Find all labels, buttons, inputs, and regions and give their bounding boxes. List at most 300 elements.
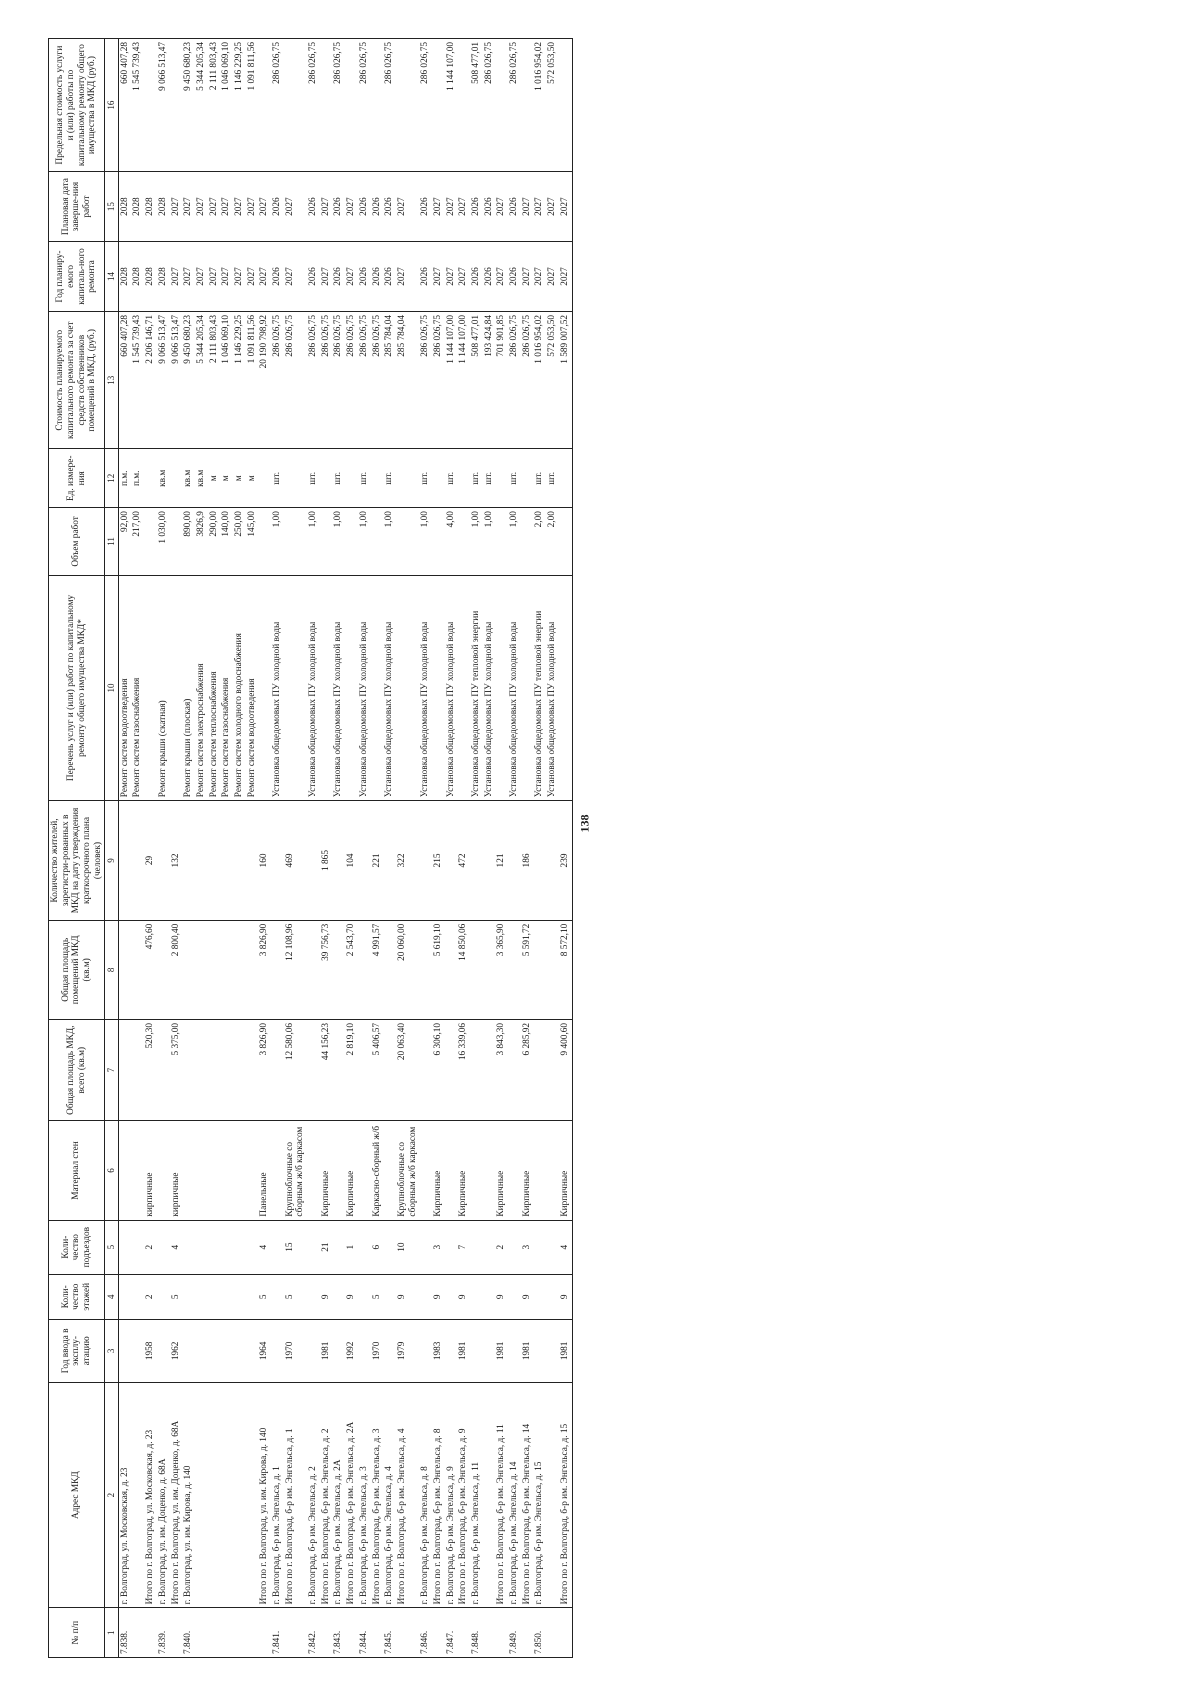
total-area-cell: 20 063,40 — [396, 1019, 419, 1120]
residents-cell — [195, 801, 208, 921]
wall-material-cell — [332, 1121, 345, 1220]
table-row — [157, 39, 170, 1658]
entrances-cell: 1 — [345, 1220, 358, 1274]
column-header-5: Коли-чество подъездов — [49, 1220, 105, 1274]
row-number-cell — [559, 1608, 572, 1658]
total-area-cell — [271, 1019, 284, 1120]
repair-year-cell: 2027 — [345, 242, 358, 312]
repair-year-cell: 2027 — [208, 242, 221, 312]
wall-material-cell: кирпичные — [144, 1121, 157, 1220]
table-row — [144, 39, 157, 1658]
address-cell: г. Волгоград, б-р им. Энгельса, д. 11 — [470, 1382, 483, 1607]
residents-cell: 104 — [345, 801, 358, 921]
row-number-cell — [546, 1608, 559, 1658]
completion-date-cell: 2027 — [208, 172, 221, 242]
total-area-cell: 520,30 — [144, 1019, 157, 1120]
column-number-3: 3 — [105, 1319, 118, 1382]
work-type-cell: Установка общедомовых ПУ холодной воды — [358, 575, 371, 800]
address-cell: г. Волгоград, б-р им. Энгельса, д. 1 — [271, 1382, 284, 1607]
total-area-cell — [445, 1019, 458, 1120]
wall-material-cell — [383, 1121, 396, 1220]
premises-area-cell — [246, 920, 259, 1019]
entrances-cell — [332, 1220, 345, 1274]
year-built-cell: 1981 — [521, 1319, 534, 1382]
floors-cell: 5 — [371, 1274, 384, 1319]
entrances-cell — [383, 1220, 396, 1274]
column-header-3: Год ввода в эксплу-атацию — [49, 1319, 105, 1382]
total-area-cell — [157, 1019, 170, 1120]
max-cost-cell: 1 146 229,25 — [233, 39, 246, 172]
floors-cell — [332, 1274, 345, 1319]
premises-area-cell: 5 591,72 — [521, 920, 534, 1019]
work-type-cell: Ремонт систем теплоснабжения — [208, 575, 221, 800]
year-built-cell: 1981 — [495, 1319, 508, 1382]
unit-cell: шт. — [271, 449, 284, 508]
premises-area-cell: 39 756,73 — [320, 920, 333, 1019]
work-type-cell: Установка общедомовых ПУ холодной воды — [332, 575, 345, 800]
row-number-cell: 7.844. — [358, 1608, 371, 1658]
planned-cost-cell: 20 190 798,92 — [258, 311, 271, 449]
year-built-cell — [533, 1319, 546, 1382]
floors-cell — [383, 1274, 396, 1319]
planned-cost-cell: 286 026,75 — [345, 311, 358, 449]
work-type-cell: Ремонт систем электроснабжения — [195, 575, 208, 800]
total-area-cell: 44 156,23 — [320, 1019, 333, 1120]
table-row — [533, 39, 546, 1658]
table-row — [396, 39, 419, 1658]
table-row — [419, 39, 432, 1658]
wall-material-cell — [419, 1121, 432, 1220]
max-cost-cell: 286 026,75 — [307, 39, 320, 172]
work-volume-cell: 1,00 — [271, 508, 284, 576]
year-built-cell: 1983 — [432, 1319, 445, 1382]
wall-material-cell — [271, 1121, 284, 1220]
max-cost-cell: 286 026,75 — [508, 39, 521, 172]
residents-cell — [470, 801, 483, 921]
table-row — [470, 39, 483, 1658]
floors-cell — [233, 1274, 246, 1319]
total-area-cell — [307, 1019, 320, 1120]
wall-material-cell: Кирпичные — [457, 1121, 470, 1220]
planned-cost-cell: 286 026,75 — [432, 311, 445, 449]
address-cell — [220, 1382, 233, 1607]
work-volume-cell — [559, 508, 572, 576]
row-number-cell: 7.840. — [182, 1608, 195, 1658]
entrances-cell: 4 — [170, 1220, 183, 1274]
table-row — [307, 39, 320, 1658]
year-built-cell — [307, 1319, 320, 1382]
max-cost-cell: 1 545 739,43 — [131, 39, 144, 172]
wall-material-cell: Панельные — [258, 1121, 271, 1220]
completion-date-cell: 2027 — [195, 172, 208, 242]
wall-material-cell — [307, 1121, 320, 1220]
wall-material-cell: Кирпичные — [495, 1121, 508, 1220]
residents-cell: 469 — [284, 801, 307, 921]
planned-cost-cell: 1 146 229,25 — [233, 311, 246, 449]
table-row — [170, 39, 183, 1658]
completion-date-cell: 2026 — [508, 172, 521, 242]
work-volume-cell: 4,00 — [445, 508, 458, 576]
entrances-cell — [271, 1220, 284, 1274]
entrances-cell — [233, 1220, 246, 1274]
table-row — [118, 39, 131, 1658]
floors-cell: 5 — [170, 1274, 183, 1319]
max-cost-cell — [396, 39, 419, 172]
table-row — [220, 39, 233, 1658]
wall-material-cell — [546, 1121, 559, 1220]
floors-cell — [271, 1274, 284, 1319]
total-area-cell: 6 285,92 — [521, 1019, 534, 1120]
residents-cell: 121 — [495, 801, 508, 921]
planned-cost-cell: 1 091 811,56 — [246, 311, 259, 449]
work-volume-cell: 1,00 — [483, 508, 496, 576]
planned-cost-cell: 286 026,75 — [284, 311, 307, 449]
table-row — [332, 39, 345, 1658]
work-volume-cell: 2,00 — [533, 508, 546, 576]
address-cell: г. Волгоград, ул. им. Доценко, д. 68А — [157, 1382, 170, 1607]
work-type-cell: Ремонт крыши (плоская) — [182, 575, 195, 800]
column-number-5: 5 — [105, 1220, 118, 1274]
floors-cell — [246, 1274, 259, 1319]
floors-cell: 9 — [320, 1274, 333, 1319]
completion-date-cell: 2026 — [419, 172, 432, 242]
column-header-10: Перечень услуг и (или) работ по капитальному ремонту общего имущества МКД* — [49, 575, 105, 800]
row-number-cell: 7.838. — [118, 1608, 131, 1658]
residents-cell — [157, 801, 170, 921]
repair-year-cell: 2027 — [396, 242, 419, 312]
column-number-10: 10 — [105, 575, 118, 800]
completion-date-cell: 2026 — [470, 172, 483, 242]
address-cell: г. Волгоград, б-р им. Энгельса, д. 15 — [533, 1382, 546, 1607]
column-number-6: 6 — [105, 1121, 118, 1220]
wall-material-cell — [470, 1121, 483, 1220]
completion-date-cell: 2027 — [396, 172, 419, 242]
address-cell — [131, 1382, 144, 1607]
completion-date-cell: 2026 — [483, 172, 496, 242]
floors-cell — [195, 1274, 208, 1319]
residents-cell: 322 — [396, 801, 419, 921]
floors-cell — [445, 1274, 458, 1319]
max-cost-cell — [284, 39, 307, 172]
residents-cell — [131, 801, 144, 921]
table-row — [483, 39, 496, 1658]
floors-cell: 9 — [521, 1274, 534, 1319]
address-cell — [195, 1382, 208, 1607]
work-type-cell: Ремонт крыши (скатная) — [157, 575, 170, 800]
year-built-cell — [233, 1319, 246, 1382]
row-number-cell: 7.841. — [271, 1608, 284, 1658]
planned-cost-cell: 286 026,75 — [371, 311, 384, 449]
residents-cell — [546, 801, 559, 921]
entrances-cell — [246, 1220, 259, 1274]
residents-cell — [419, 801, 432, 921]
residents-cell — [533, 801, 546, 921]
max-cost-cell: 286 026,75 — [358, 39, 371, 172]
work-volume-cell: 890,00 — [182, 508, 195, 576]
year-built-cell — [332, 1319, 345, 1382]
work-type-cell — [170, 575, 183, 800]
work-volume-cell: 1,00 — [470, 508, 483, 576]
column-header-11: Объем работ — [49, 508, 105, 576]
total-area-cell — [383, 1019, 396, 1120]
entrances-cell: 21 — [320, 1220, 333, 1274]
total-area-cell — [508, 1019, 521, 1120]
premises-area-cell: 14 850,06 — [457, 920, 470, 1019]
column-number-13: 13 — [105, 311, 118, 449]
work-volume-cell — [345, 508, 358, 576]
table-row — [182, 39, 195, 1658]
row-number-cell — [320, 1608, 333, 1658]
column-number-8: 8 — [105, 920, 118, 1019]
floors-cell — [546, 1274, 559, 1319]
planned-cost-cell: 286 026,75 — [320, 311, 333, 449]
row-number-cell — [495, 1608, 508, 1658]
floors-cell — [131, 1274, 144, 1319]
wall-material-cell — [246, 1121, 259, 1220]
premises-area-cell — [208, 920, 221, 1019]
entrances-cell — [182, 1220, 195, 1274]
row-number-cell — [432, 1608, 445, 1658]
planned-cost-cell: 701 901,85 — [495, 311, 508, 449]
completion-date-cell: 2028 — [157, 172, 170, 242]
year-built-cell — [195, 1319, 208, 1382]
repair-year-cell: 2027 — [258, 242, 271, 312]
entrances-cell: 2 — [144, 1220, 157, 1274]
total-area-cell — [470, 1019, 483, 1120]
work-volume-cell: 290,00 — [208, 508, 221, 576]
planned-cost-cell: 1 144 107,00 — [445, 311, 458, 449]
row-number-cell: 7.845. — [383, 1608, 396, 1658]
column-header-14: Год планиру-емого капиталь-ного ремонта — [49, 242, 105, 312]
row-number-cell — [208, 1608, 221, 1658]
column-number-12: 12 — [105, 449, 118, 508]
unit-cell — [144, 449, 157, 508]
total-area-cell: 5 375,00 — [170, 1019, 183, 1120]
column-header-6: Материал стен — [49, 1121, 105, 1220]
premises-area-cell — [445, 920, 458, 1019]
unit-cell: шт. — [483, 449, 496, 508]
entrances-cell: 6 — [371, 1220, 384, 1274]
table-row — [432, 39, 445, 1658]
row-number-cell: 7.839. — [157, 1608, 170, 1658]
work-volume-cell: 1,00 — [508, 508, 521, 576]
work-type-cell: Установка общедомовых ПУ холодной воды — [307, 575, 320, 800]
address-cell: г. Волгоград, б-р им. Энгельса, д. 4 — [383, 1382, 396, 1607]
planned-cost-cell: 286 026,75 — [271, 311, 284, 449]
work-type-cell: Ремонт систем газоснабжения — [220, 575, 233, 800]
year-built-cell — [131, 1319, 144, 1382]
residents-cell — [271, 801, 284, 921]
max-cost-cell — [371, 39, 384, 172]
entrances-cell — [470, 1220, 483, 1274]
unit-cell: п.м. — [131, 449, 144, 508]
work-type-cell: Ремонт систем водоотведения — [118, 575, 131, 800]
wall-material-cell — [483, 1121, 496, 1220]
premises-area-cell — [470, 920, 483, 1019]
residents-cell — [383, 801, 396, 921]
work-volume-cell — [144, 508, 157, 576]
address-cell: г. Волгоград, б-р им. Энгельса, д. 2 — [307, 1382, 320, 1607]
year-built-cell: 1981 — [457, 1319, 470, 1382]
total-area-cell — [118, 1019, 131, 1120]
work-volume-cell: 1 030,00 — [157, 508, 170, 576]
floors-cell: 9 — [432, 1274, 445, 1319]
work-volume-cell: 1,00 — [419, 508, 432, 576]
work-volume-cell: 217,00 — [131, 508, 144, 576]
address-cell: Итого по г. Волгоград, ул. им. Доценко, д. 68А — [170, 1382, 183, 1607]
planned-cost-cell: 660 407,28 — [118, 311, 131, 449]
repair-year-cell: 2027 — [246, 242, 259, 312]
entrances-cell: 2 — [495, 1220, 508, 1274]
unit-cell — [170, 449, 183, 508]
entrances-cell — [445, 1220, 458, 1274]
residents-cell — [508, 801, 521, 921]
entrances-cell: 4 — [559, 1220, 572, 1274]
column-header-1: № п/п — [49, 1608, 105, 1658]
unit-cell: кв.м — [195, 449, 208, 508]
unit-cell — [559, 449, 572, 508]
max-cost-cell: 9 450 680,23 — [182, 39, 195, 172]
work-volume-cell — [432, 508, 445, 576]
wall-material-cell: Кирпичные — [320, 1121, 333, 1220]
total-area-cell: 2 819,10 — [345, 1019, 358, 1120]
planned-cost-cell: 1 144 107,00 — [457, 311, 470, 449]
wall-material-cell: кирпичные — [170, 1121, 183, 1220]
premises-area-cell — [533, 920, 546, 1019]
wall-material-cell: Кирпичные — [559, 1121, 572, 1220]
completion-date-cell: 2026 — [332, 172, 345, 242]
planned-cost-cell: 285 784,04 — [383, 311, 396, 449]
entrances-cell: 4 — [258, 1220, 271, 1274]
column-header-7: Общая площадь МКД, всего (кв.м) — [49, 1019, 105, 1120]
year-built-cell — [546, 1319, 559, 1382]
entrances-cell: 15 — [284, 1220, 307, 1274]
repair-year-cell: 2027 — [284, 242, 307, 312]
repair-year-cell: 2026 — [332, 242, 345, 312]
address-cell: Итого по г. Волгоград, б-р им. Энгельса, д. 3 — [371, 1382, 384, 1607]
residents-cell: 472 — [457, 801, 470, 921]
address-cell — [246, 1382, 259, 1607]
address-cell: г. Волгоград, б-р им. Энгельса, д. 9 — [445, 1382, 458, 1607]
entrances-cell — [358, 1220, 371, 1274]
residents-cell — [182, 801, 195, 921]
total-area-cell — [195, 1019, 208, 1120]
floors-cell — [358, 1274, 371, 1319]
residents-cell: 186 — [521, 801, 534, 921]
row-number-cell — [284, 1608, 307, 1658]
total-area-cell — [483, 1019, 496, 1120]
unit-cell — [457, 449, 470, 508]
premises-area-cell: 5 619,10 — [432, 920, 445, 1019]
work-type-cell: Установка общедомовых ПУ холодной воды — [383, 575, 396, 800]
floors-cell — [508, 1274, 521, 1319]
work-volume-cell: 3826,9 — [195, 508, 208, 576]
wall-material-cell — [195, 1121, 208, 1220]
repair-year-cell: 2026 — [358, 242, 371, 312]
column-number-15: 15 — [105, 172, 118, 242]
residents-cell — [332, 801, 345, 921]
work-volume-cell — [457, 508, 470, 576]
floors-cell — [182, 1274, 195, 1319]
work-volume-cell — [320, 508, 333, 576]
entrances-cell — [483, 1220, 496, 1274]
total-area-cell: 5 406,57 — [371, 1019, 384, 1120]
residents-cell: 29 — [144, 801, 157, 921]
repair-year-cell: 2027 — [320, 242, 333, 312]
entrances-cell — [131, 1220, 144, 1274]
work-type-cell — [258, 575, 271, 800]
year-built-cell — [383, 1319, 396, 1382]
floors-cell: 9 — [495, 1274, 508, 1319]
table-row — [383, 39, 396, 1658]
completion-date-cell: 2027 — [495, 172, 508, 242]
max-cost-cell — [345, 39, 358, 172]
completion-date-cell: 2026 — [371, 172, 384, 242]
unit-cell — [396, 449, 419, 508]
planned-cost-cell: 9 066 513,47 — [157, 311, 170, 449]
column-number-row — [105, 39, 118, 1658]
completion-date-cell: 2027 — [533, 172, 546, 242]
work-type-cell: Установка общедомовых ПУ тепловой энергии — [470, 575, 483, 800]
max-cost-cell: 286 026,75 — [271, 39, 284, 172]
address-cell: г. Волгоград, ул. Московская, д. 23 — [118, 1382, 131, 1607]
total-area-cell — [533, 1019, 546, 1120]
wall-material-cell — [220, 1121, 233, 1220]
floors-cell — [208, 1274, 221, 1319]
floors-cell — [483, 1274, 496, 1319]
work-volume-cell: 140,00 — [220, 508, 233, 576]
unit-cell — [432, 449, 445, 508]
repair-year-cell: 2026 — [508, 242, 521, 312]
residents-cell — [483, 801, 496, 921]
completion-date-cell: 2026 — [271, 172, 284, 242]
completion-date-cell: 2026 — [383, 172, 396, 242]
address-cell — [233, 1382, 246, 1607]
table-row — [521, 39, 534, 1658]
table-row — [445, 39, 458, 1658]
repair-year-cell: 2026 — [470, 242, 483, 312]
row-number-cell: 7.848. — [470, 1608, 483, 1658]
year-built-cell: 1992 — [345, 1319, 358, 1382]
row-number-cell — [220, 1608, 233, 1658]
entrances-cell — [508, 1220, 521, 1274]
floors-cell — [470, 1274, 483, 1319]
work-volume-cell — [495, 508, 508, 576]
wall-material-cell — [131, 1121, 144, 1220]
total-area-cell — [182, 1019, 195, 1120]
completion-date-cell: 2026 — [307, 172, 320, 242]
premises-area-cell — [195, 920, 208, 1019]
unit-cell: м — [233, 449, 246, 508]
planned-cost-cell: 5 344 205,34 — [195, 311, 208, 449]
max-cost-cell — [559, 39, 572, 172]
repair-year-cell: 2028 — [157, 242, 170, 312]
work-type-cell — [396, 575, 419, 800]
repair-year-cell: 2027 — [546, 242, 559, 312]
residents-cell — [246, 801, 259, 921]
unit-cell: м — [246, 449, 259, 508]
row-number-cell — [371, 1608, 384, 1658]
address-cell: Итого по г. Волгоград, б-р им. Энгельса, д. 9 — [457, 1382, 470, 1607]
premises-area-cell: 20 060,00 — [396, 920, 419, 1019]
year-built-cell: 1981 — [559, 1319, 572, 1382]
floors-cell: 9 — [559, 1274, 572, 1319]
total-area-cell: 9 400,60 — [559, 1019, 572, 1120]
entrances-cell — [419, 1220, 432, 1274]
repair-year-cell: 2027 — [559, 242, 572, 312]
capital-repair-plan-table — [48, 38, 573, 1658]
completion-date-cell: 2027 — [220, 172, 233, 242]
